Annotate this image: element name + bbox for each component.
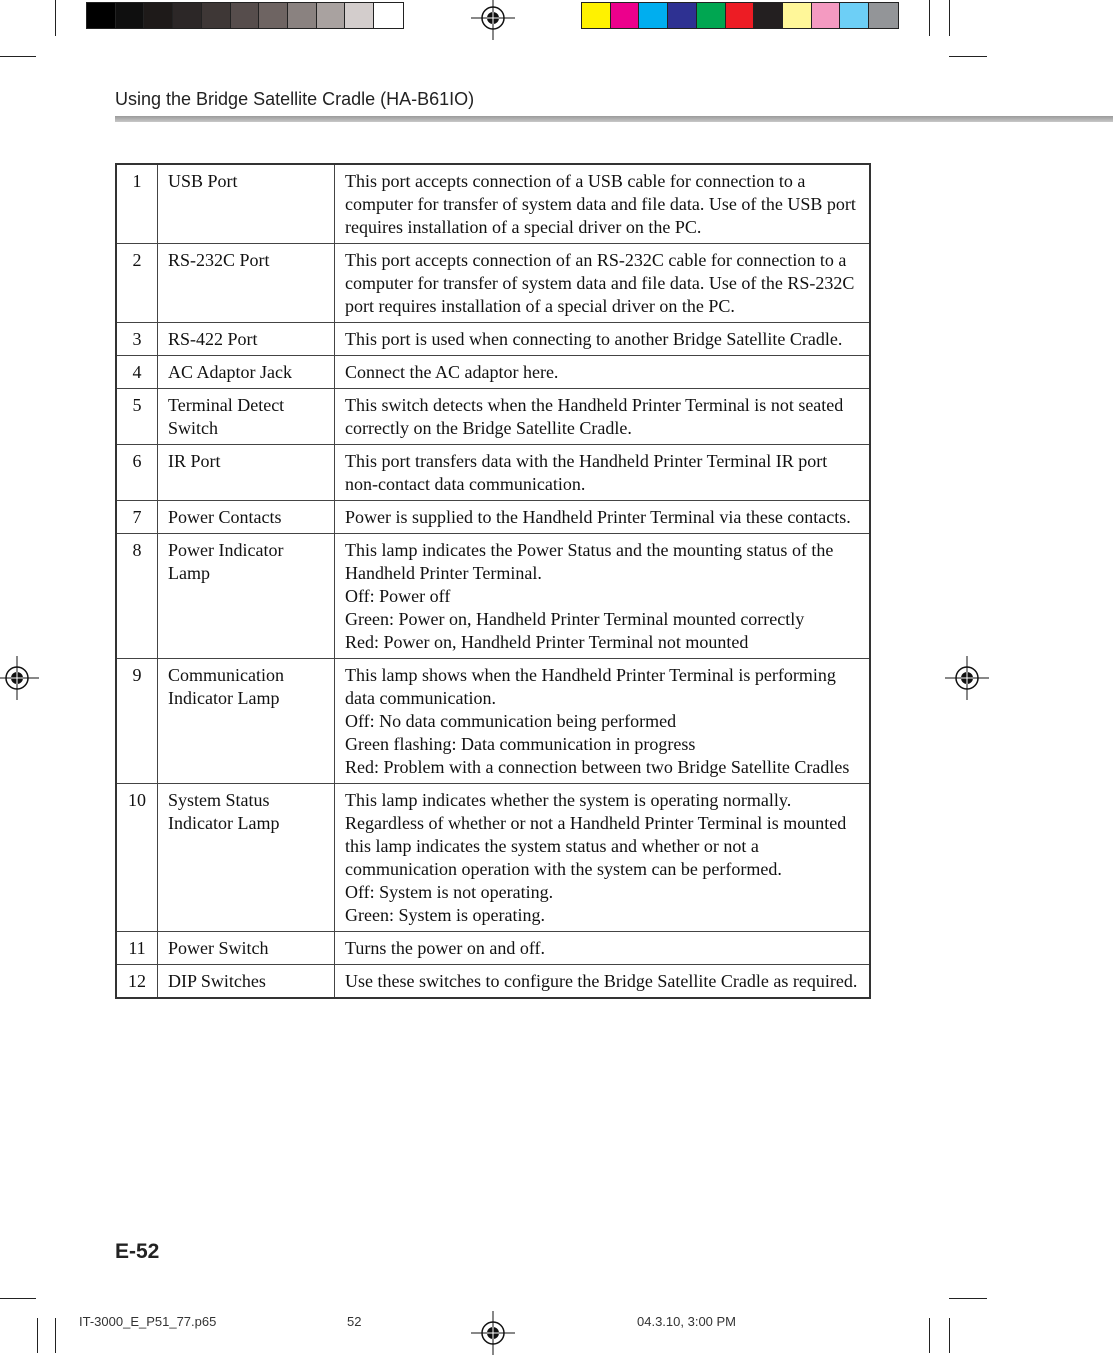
color-swatch bbox=[611, 3, 640, 28]
part-description: This port accepts connection of an RS-232C cable for connection to a computer for transfer of system data and file data. Use of the RS-232C port requires installation of a special driver on the PC. bbox=[335, 244, 871, 323]
crop-mark bbox=[949, 0, 950, 36]
color-swatch bbox=[202, 3, 231, 28]
part-name: Power Contacts bbox=[158, 501, 335, 534]
part-description: This switch detects when the Handheld Printer Terminal is not seated correctly on the Bridge Satellite Cradle. bbox=[335, 389, 871, 445]
part-description: Use these switches to configure the Bridge Satellite Cradle as required. bbox=[335, 965, 871, 999]
color-swatch bbox=[812, 3, 841, 28]
part-name: RS-232C Port bbox=[158, 244, 335, 323]
color-swatch bbox=[259, 3, 288, 28]
part-number: 11 bbox=[116, 932, 158, 965]
table-row bbox=[116, 244, 870, 323]
color-swatch bbox=[116, 3, 145, 28]
color-swatch bbox=[840, 3, 869, 28]
part-name: Power Indicator Lamp bbox=[158, 534, 335, 659]
crop-mark bbox=[55, 1318, 56, 1353]
table-row bbox=[116, 501, 870, 534]
part-description: This port accepts connection of a USB cable for connection to a computer for transfer of system data and file data. Use of the USB port requires installation of a special driver on the PC. bbox=[335, 164, 871, 244]
part-number: 7 bbox=[116, 501, 158, 534]
color-swatch bbox=[144, 3, 173, 28]
part-name: IR Port bbox=[158, 445, 335, 501]
crop-mark bbox=[949, 1298, 987, 1299]
color-swatch bbox=[697, 3, 726, 28]
part-number: 3 bbox=[116, 323, 158, 356]
part-number: 6 bbox=[116, 445, 158, 501]
part-name: Power Switch bbox=[158, 932, 335, 965]
crop-mark bbox=[0, 56, 36, 57]
color-swatch bbox=[668, 3, 697, 28]
part-number: 9 bbox=[116, 659, 158, 784]
table-row bbox=[116, 659, 870, 784]
color-swatch bbox=[582, 3, 611, 28]
parts-table bbox=[115, 163, 871, 999]
color-swatch bbox=[288, 3, 317, 28]
part-description: This lamp indicates whether the system is operating normally. Regardless of whether or not a Handheld Printer Terminal is mounted this lamp indicates the system status and whether or not a communication operation with the system can be performed. Off: System is not operating. Green: System is operating. bbox=[335, 784, 871, 932]
part-description: Connect the AC adaptor here. bbox=[335, 356, 871, 389]
part-name: Communication Indicator Lamp bbox=[158, 659, 335, 784]
crop-mark bbox=[929, 1318, 930, 1353]
table-row bbox=[116, 323, 870, 356]
part-number: 1 bbox=[116, 164, 158, 244]
crop-mark bbox=[929, 0, 930, 36]
table-row bbox=[116, 932, 870, 965]
part-description: This lamp shows when the Handheld Printer Terminal is performing data communication. Off: No data communication being performed Green flashing: Data communication in progress Red: Problem with a connection between two Bridge Satellite Cradles bbox=[335, 659, 871, 784]
registration-mark-icon bbox=[0, 656, 39, 700]
footer-page: 52 bbox=[347, 1314, 362, 1329]
part-number: 12 bbox=[116, 965, 158, 999]
crop-mark bbox=[949, 56, 987, 57]
table-row bbox=[116, 445, 870, 501]
part-description: This lamp indicates the Power Status and the mounting status of the Handheld Printer Terminal. Off: Power off Green: Power on, Handheld Printer Terminal mounted correctly Red: Power on, Handheld Printer Terminal not mounted bbox=[335, 534, 871, 659]
part-number: 8 bbox=[116, 534, 158, 659]
color-bar bbox=[581, 2, 899, 29]
page-header-title: Using the Bridge Satellite Cradle (HA-B61IO) bbox=[115, 89, 475, 109]
grayscale-bar bbox=[86, 2, 404, 29]
part-name: RS-422 Port bbox=[158, 323, 335, 356]
color-swatch bbox=[374, 3, 403, 28]
color-swatch bbox=[317, 3, 346, 28]
part-description: This port transfers data with the Handheld Printer Terminal IR port non-contact data communication. bbox=[335, 445, 871, 501]
crop-mark bbox=[37, 1318, 38, 1353]
color-swatch bbox=[173, 3, 202, 28]
part-name: DIP Switches bbox=[158, 965, 335, 999]
part-description: Power is supplied to the Handheld Printer Terminal via these contacts. bbox=[335, 501, 871, 534]
color-swatch bbox=[783, 3, 812, 28]
part-description: This port is used when connecting to another Bridge Satellite Cradle. bbox=[335, 323, 871, 356]
color-swatch bbox=[231, 3, 260, 28]
table-row bbox=[116, 356, 870, 389]
part-number: 4 bbox=[116, 356, 158, 389]
part-number: 10 bbox=[116, 784, 158, 932]
table-row bbox=[116, 534, 870, 659]
registration-mark-icon bbox=[471, 0, 515, 40]
part-name: AC Adaptor Jack bbox=[158, 356, 335, 389]
registration-mark-icon bbox=[945, 656, 989, 700]
part-name: System Status Indicator Lamp bbox=[158, 784, 335, 932]
part-description: Turns the power on and off. bbox=[335, 932, 871, 965]
table-row bbox=[116, 965, 870, 999]
header-rule bbox=[115, 116, 1113, 122]
part-number: 2 bbox=[116, 244, 158, 323]
color-swatch bbox=[726, 3, 755, 28]
table-row bbox=[116, 389, 870, 445]
color-swatch bbox=[87, 3, 116, 28]
crop-mark bbox=[949, 1318, 950, 1353]
color-swatch bbox=[345, 3, 374, 28]
crop-mark bbox=[55, 0, 56, 36]
part-name: USB Port bbox=[158, 164, 335, 244]
color-swatch bbox=[869, 3, 898, 28]
color-swatch bbox=[754, 3, 783, 28]
table-row bbox=[116, 164, 870, 244]
color-swatch bbox=[639, 3, 668, 28]
footer-file-name: IT-3000_E_P51_77.p65 bbox=[79, 1314, 217, 1329]
part-number: 5 bbox=[116, 389, 158, 445]
page-number: E-52 bbox=[115, 1240, 160, 1263]
crop-mark bbox=[0, 1298, 36, 1299]
part-name: Terminal Detect Switch bbox=[158, 389, 335, 445]
footer-timestamp: 04.3.10, 3:00 PM bbox=[637, 1314, 737, 1329]
table-row bbox=[116, 784, 870, 932]
registration-mark-icon bbox=[471, 1311, 515, 1355]
